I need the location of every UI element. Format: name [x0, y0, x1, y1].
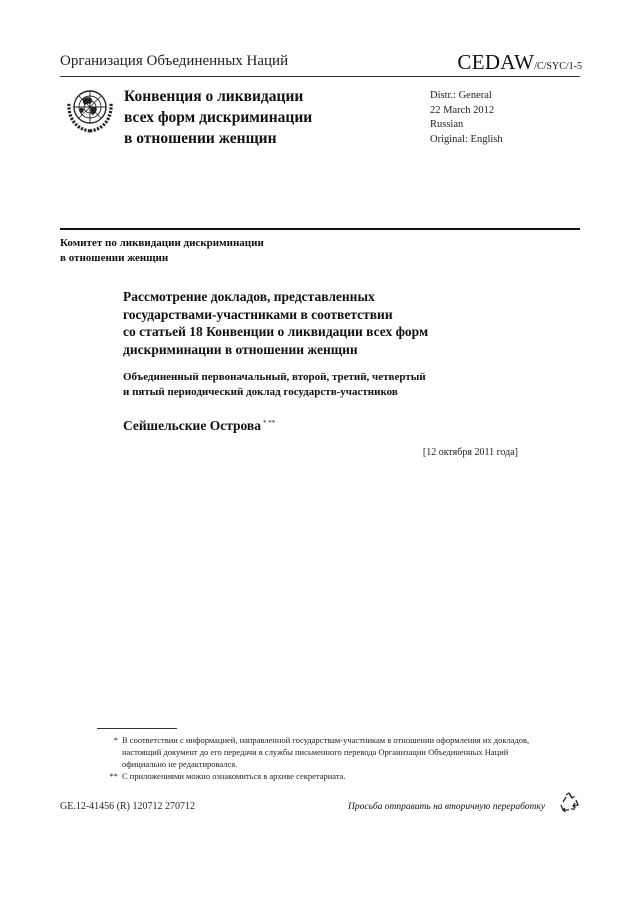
report-title-line: государствами-участниками в соответствии [123, 306, 393, 322]
distribution-line: Distr.: General [430, 90, 492, 101]
report-date: [12 октября 2011 года] [422, 447, 518, 458]
report-title-line: дискриминации в отношении женщин [123, 341, 358, 357]
recycle-notice: Просьба отправить на вторичную переработку [348, 802, 546, 812]
country-name: Сейшельские Острова [123, 418, 261, 433]
report-subtitle-line: и пятый периодический доклад государств-участников [123, 386, 398, 398]
committee-line: Комитет по ликвидации дискриминации [60, 237, 264, 249]
footnote-text: С приложениями можно ознакомиться в архиве секретариата. [122, 771, 346, 781]
document-symbol-main: CEDAW [457, 50, 535, 74]
report-title [123, 288, 523, 358]
document-symbol-suffix: /C/SYC/1-5 [534, 61, 582, 72]
committee-line: в отношении женщин [60, 252, 169, 264]
recycle-icon [558, 791, 580, 813]
report-subtitle-line: Объединенный первоначальный, второй, третий, четвертый [123, 371, 426, 383]
convention-title [124, 86, 312, 149]
top-rule [60, 76, 580, 77]
distribution-block [430, 89, 503, 147]
distribution-language: Russian [430, 119, 464, 130]
footnote-reference[interactable]: * ** [262, 418, 276, 427]
footnote-item [102, 770, 532, 782]
footnote-text: В соответствии с информацией, направленной государствам-участникам в отношении оформления их докладов, настоящий документ до его передачи в службы письменного перевода Организации Объединенных Наций официально не редактировался. [122, 735, 530, 769]
footnotes [102, 734, 532, 782]
distribution-date: 22 March 2012 [430, 104, 495, 116]
convention-title-line: Конвенция о ликвидации [124, 88, 304, 105]
footnote-item [102, 734, 532, 770]
convention-title-line: в отношении женщин [124, 130, 277, 147]
country-heading [123, 418, 275, 434]
footnote-mark: ** [109, 771, 118, 781]
convention-title-line: всех форм дискриминации [124, 109, 313, 126]
report-title-line: Рассмотрение докладов, представленных [123, 289, 375, 304]
header-rule [60, 228, 580, 230]
footnote-rule [97, 728, 177, 729]
report-title-line: со статьей 18 Конвенции о ликвидации всех форм [123, 324, 429, 339]
organization-name: Организация Объединенных Наций [60, 53, 289, 69]
report-subtitle [123, 370, 523, 400]
document-job-number: GE.12-41456 (R) 120712 270712 [60, 801, 195, 812]
distribution-original: Original: English [430, 133, 503, 145]
committee-name [60, 236, 264, 266]
un-emblem-icon [64, 83, 116, 135]
footnote-mark: * [113, 735, 118, 745]
document-symbol [457, 50, 582, 75]
